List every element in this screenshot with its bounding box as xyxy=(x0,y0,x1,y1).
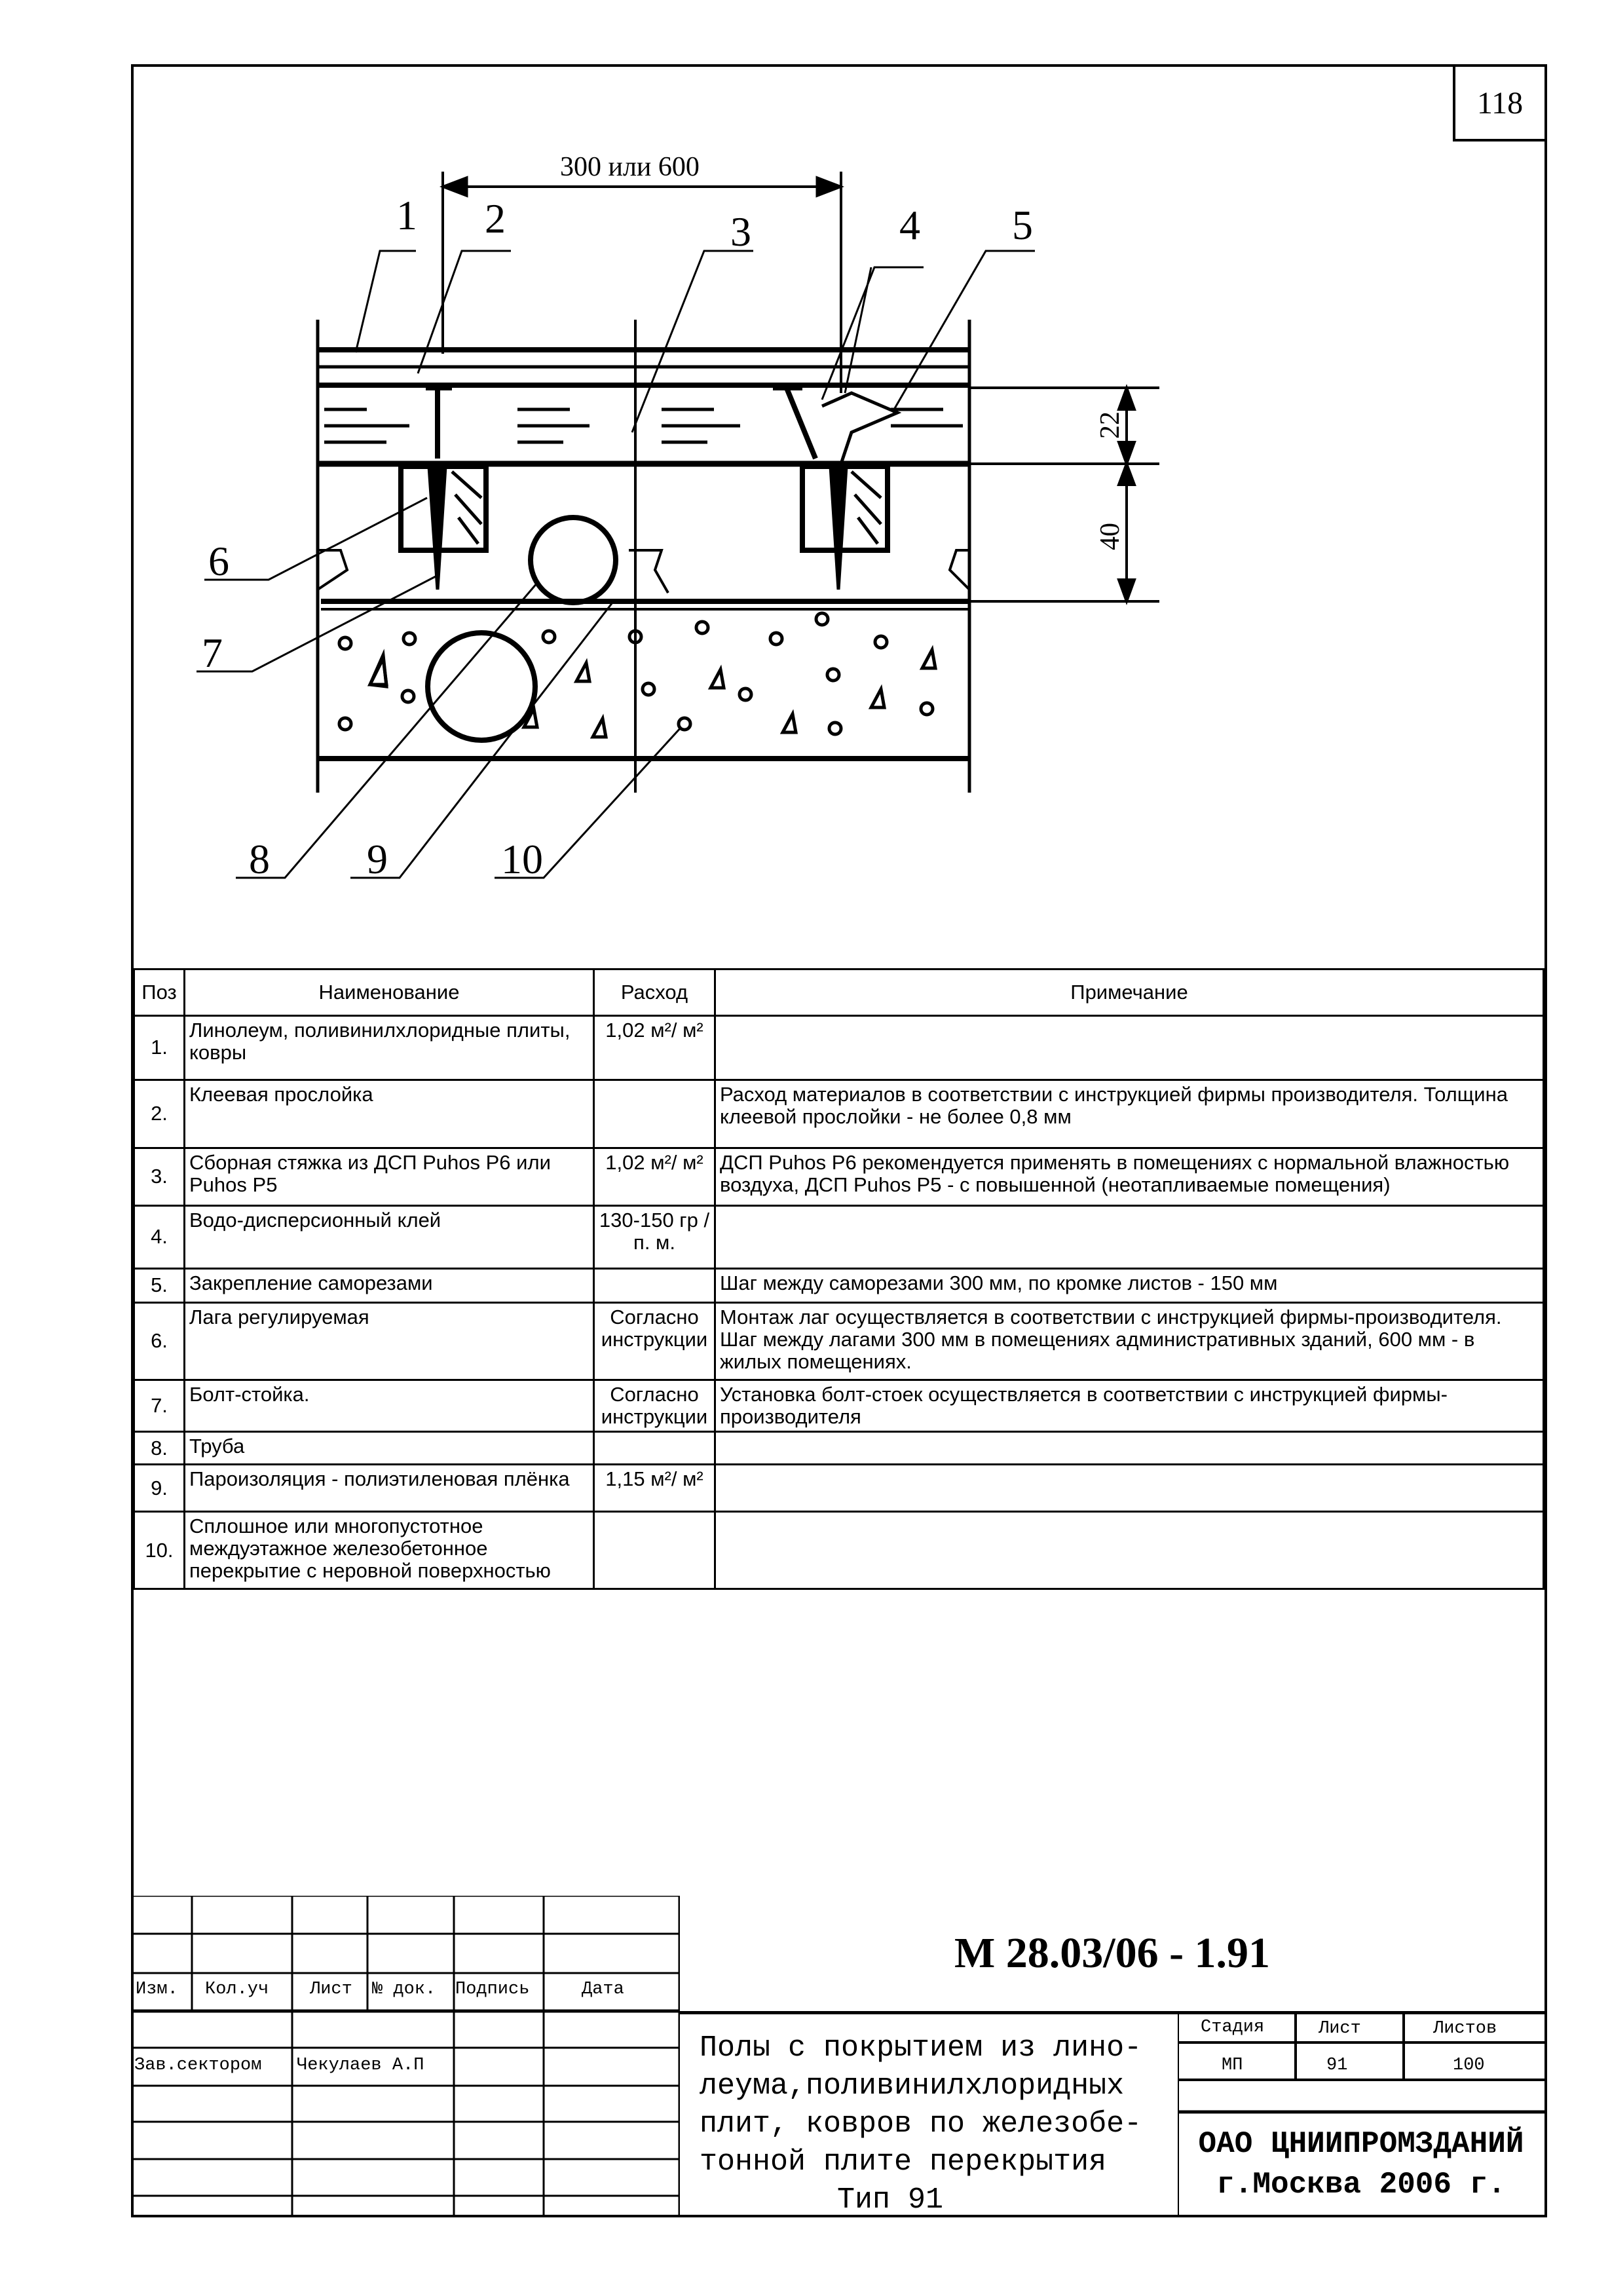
col-doc: № док. xyxy=(372,1980,436,1999)
specification-table xyxy=(133,968,1544,1590)
organization-city-year: г.Москва 2006 г. xyxy=(1216,2168,1506,2202)
table-row xyxy=(134,1206,1544,1269)
row-note xyxy=(715,1512,1544,1589)
row-name: Водо-дисперсионный клей xyxy=(185,1206,594,1269)
row-name: Линолеум, поливинилхлоридные плиты, ковры xyxy=(185,1016,594,1080)
table-row xyxy=(134,1148,1544,1206)
row-pos: 2. xyxy=(134,1080,185,1148)
row-qty xyxy=(594,1432,715,1465)
row-note xyxy=(715,1016,1544,1080)
row-note: Установка болт-стоек осуществляется в соответствии с инструкцией фирмы-производителя xyxy=(715,1380,1544,1432)
description-line: плит, ковров по железобе- xyxy=(700,2107,1142,2141)
row-note: Монтаж лаг осуществляется в соответствии с инструкцией фирмы-производителя. Шаг между лагами 300 мм в помещениях административных зданий, 600 мм - в жилых помещениях. xyxy=(715,1303,1544,1380)
row-name: Закрепление саморезами xyxy=(185,1269,594,1303)
row-pos: 3. xyxy=(134,1148,185,1206)
row-note: Расход материалов в соответствии с инструкцией фирмы производителя. Толщина клеевой прослойки - не более 0,8 мм xyxy=(715,1080,1544,1148)
callout-8: 8 xyxy=(249,836,270,882)
role-label: Зав.сектором xyxy=(134,2056,262,2075)
row-note: Шаг между саморезами 300 мм, по кромке листов - 150 мм xyxy=(715,1269,1544,1303)
row-note xyxy=(715,1206,1544,1269)
sheets-value: 100 xyxy=(1453,2056,1485,2075)
floor-section-drawing xyxy=(0,0,1610,968)
row-name: Труба xyxy=(185,1432,594,1465)
callout-2: 2 xyxy=(485,195,506,242)
document-code: М 28.03/06 - 1.91 xyxy=(954,1929,1271,1977)
table-row xyxy=(134,1380,1544,1432)
row-note: ДСП Puhos P6 рекомендуется применять в помещениях с нормальной влажностью воздуха, ДСП Puhos P5 - с повышенной (неотапливаемые помещения) xyxy=(715,1148,1544,1206)
dimension-22: 22 xyxy=(1095,411,1125,439)
row-name: Сборная стяжка из ДСП Puhos P6 или Puhos P5 xyxy=(185,1148,594,1206)
col-sign: Подпись xyxy=(455,1980,530,1999)
row-pos: 4. xyxy=(134,1206,185,1269)
description-line: Полы с покрытием из лино- xyxy=(700,2031,1142,2065)
row-name: Пароизоляция - полиэтиленовая плёнка xyxy=(185,1465,594,1512)
table-row xyxy=(134,1269,1544,1303)
row-name: Клеевая прослойка xyxy=(185,1080,594,1148)
callout-9: 9 xyxy=(367,836,388,882)
table-row xyxy=(134,1303,1544,1380)
row-qty: 1,02 м²/ м² xyxy=(594,1016,715,1080)
header-name: Наименование xyxy=(185,969,594,1016)
title-block xyxy=(133,1896,1544,2215)
row-pos: 7. xyxy=(134,1380,185,1432)
row-qty xyxy=(594,1080,715,1148)
row-qty: Согласно инструкции xyxy=(594,1380,715,1432)
row-qty xyxy=(594,1512,715,1589)
description-line: леума,поливинилхлоридных xyxy=(700,2069,1125,2103)
row-pos: 1. xyxy=(134,1016,185,1080)
callout-1: 1 xyxy=(396,192,417,238)
table-row xyxy=(134,1016,1544,1080)
sheet-number: 118 xyxy=(1453,64,1547,141)
callout-3: 3 xyxy=(730,208,751,255)
header-pos: Поз xyxy=(134,969,185,1016)
document-description xyxy=(680,2011,1178,2215)
row-qty xyxy=(594,1269,715,1303)
callout-5: 5 xyxy=(1012,202,1033,248)
table-header-row xyxy=(134,969,1544,1016)
row-pos: 8. xyxy=(134,1432,185,1465)
row-name: Болт-стойка. xyxy=(185,1380,594,1432)
organization-name: ОАО ЦНИИПРОМЗДАНИЙ xyxy=(1198,2127,1524,2161)
header-note: Примечание xyxy=(715,969,1544,1016)
table-row xyxy=(134,1465,1544,1512)
row-qty: 1,15 м²/ м² xyxy=(594,1465,715,1512)
stage-value: МП xyxy=(1222,2056,1243,2075)
row-pos: 9. xyxy=(134,1465,185,1512)
row-name: Лага регулируемая xyxy=(185,1303,594,1380)
row-pos: 10. xyxy=(134,1512,185,1589)
table-row xyxy=(134,1512,1544,1589)
dimension-spacing: 300 или 600 xyxy=(560,152,700,182)
callout-7: 7 xyxy=(202,630,223,676)
row-qty: 1,02 м²/ м² xyxy=(594,1148,715,1206)
person-name: Чекулаев А.П xyxy=(297,2056,424,2075)
col-list: Лист xyxy=(310,1980,352,1999)
table-row xyxy=(134,1432,1544,1465)
callout-4: 4 xyxy=(899,202,920,248)
stage-label: Стадия xyxy=(1201,2018,1265,2037)
row-qty: 130-150 гр /п. м. xyxy=(594,1206,715,1269)
callout-6: 6 xyxy=(208,538,229,584)
row-note xyxy=(715,1465,1544,1512)
dimension-40: 40 xyxy=(1095,523,1125,550)
description-line: Тип 91 xyxy=(837,2183,944,2217)
sheet-label: Лист xyxy=(1319,2019,1361,2039)
table-row xyxy=(134,1080,1544,1148)
organization xyxy=(1178,2112,1544,2215)
header-qty: Расход xyxy=(594,969,715,1016)
row-pos: 6. xyxy=(134,1303,185,1380)
col-date: Дата xyxy=(582,1980,624,1999)
row-name: Сплошное или многопустотное междуэтажное железобетонное перекрытие с неровной поверхностью xyxy=(185,1512,594,1589)
col-kol: Кол.уч xyxy=(205,1980,269,1999)
callout-10: 10 xyxy=(501,836,543,882)
sheet-value: 91 xyxy=(1326,2056,1348,2075)
col-izm: Изм. xyxy=(136,1980,178,1999)
row-pos: 5. xyxy=(134,1269,185,1303)
sheets-label: Листов xyxy=(1433,2019,1497,2039)
row-note xyxy=(715,1432,1544,1465)
description-line: тонной плите перекрытия xyxy=(700,2145,1107,2179)
row-qty: Согласно инструкции xyxy=(594,1303,715,1380)
